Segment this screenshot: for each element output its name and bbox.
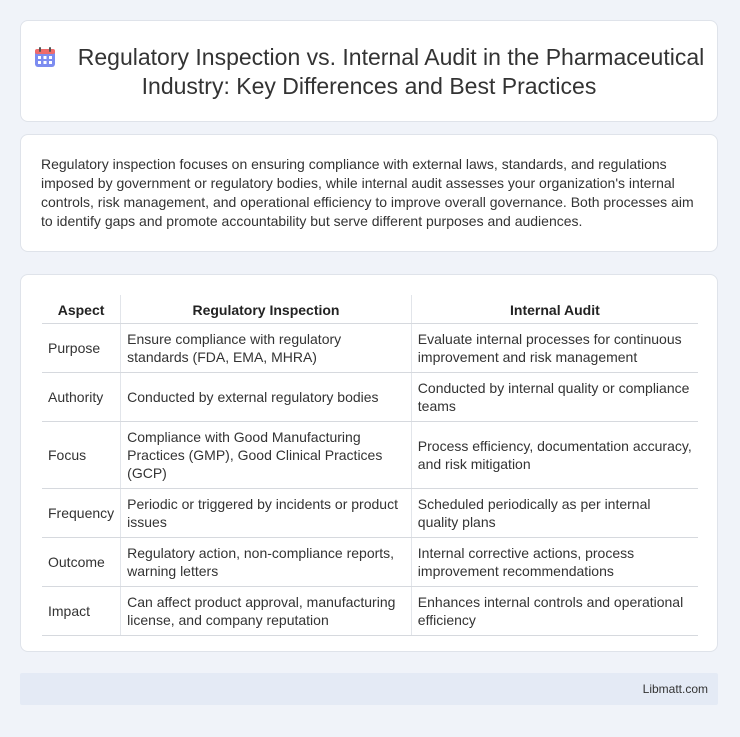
regulatory-cell: Compliance with Good Manufacturing Practices (GMP), Good Clinical Practices (GCP) xyxy=(121,422,412,489)
regulatory-cell: Periodic or triggered by incidents or product issues xyxy=(121,489,412,538)
page-title xyxy=(21,43,717,101)
header-internal-audit: Internal Audit xyxy=(411,295,698,324)
intro-card xyxy=(20,134,718,252)
regulatory-cell: Can affect product approval, manufacturing license, and company reputation xyxy=(121,587,412,636)
aspect-cell: Outcome xyxy=(42,538,121,587)
header-regulatory-inspection: Regulatory Inspection xyxy=(121,295,412,324)
intro-paragraph: Regulatory inspection focuses on ensuring compliance with external laws, standards, and regulations imposed by government or regulatory bodies, while internal audit assesses your organization's internal controls, risk management, and operational efficiency to improve overall governance. Both processes aim to identify gaps and promote accountability but serve different purposes and audiences. xyxy=(41,156,694,229)
regulatory-cell: Ensure compliance with regulatory standards (FDA, EMA, MHRA) xyxy=(121,324,412,373)
aspect-cell: Purpose xyxy=(42,324,121,373)
internal-cell: Internal corrective actions, process improvement recommendations xyxy=(411,538,698,587)
aspect-cell: Focus xyxy=(42,422,121,489)
comparison-card xyxy=(20,274,718,652)
table-row xyxy=(42,422,698,489)
page-title-text: Regulatory Inspection vs. Internal Audit in the Pharmaceutical Industry: Key Differences and Best Practices xyxy=(77,44,705,99)
aspect-cell: Authority xyxy=(42,373,121,422)
internal-cell: Evaluate internal processes for continuous improvement and risk management xyxy=(411,324,698,373)
internal-cell: Scheduled periodically as per internal quality plans xyxy=(411,489,698,538)
regulatory-cell: Conducted by external regulatory bodies xyxy=(121,373,412,422)
table-row xyxy=(42,373,698,422)
header-aspect: Aspect xyxy=(42,295,121,324)
internal-cell: Conducted by internal quality or compliance teams xyxy=(411,373,698,422)
table-row xyxy=(42,489,698,538)
aspect-cell: Impact xyxy=(42,587,121,636)
regulatory-cell: Regulatory action, non-compliance reports, warning letters xyxy=(121,538,412,587)
table-row xyxy=(42,587,698,636)
title-card xyxy=(20,20,718,122)
calendar-icon xyxy=(34,46,56,68)
table-row xyxy=(42,538,698,587)
comparison-table xyxy=(42,295,698,636)
internal-cell: Process efficiency, documentation accuracy, and risk mitigation xyxy=(411,422,698,489)
internal-cell: Enhances internal controls and operational efficiency xyxy=(411,587,698,636)
aspect-cell: Frequency xyxy=(42,489,121,538)
footer-brand: Libmatt.com xyxy=(642,682,708,696)
table-header-row xyxy=(42,295,698,324)
table-row xyxy=(42,324,698,373)
footer-bar xyxy=(20,673,718,705)
